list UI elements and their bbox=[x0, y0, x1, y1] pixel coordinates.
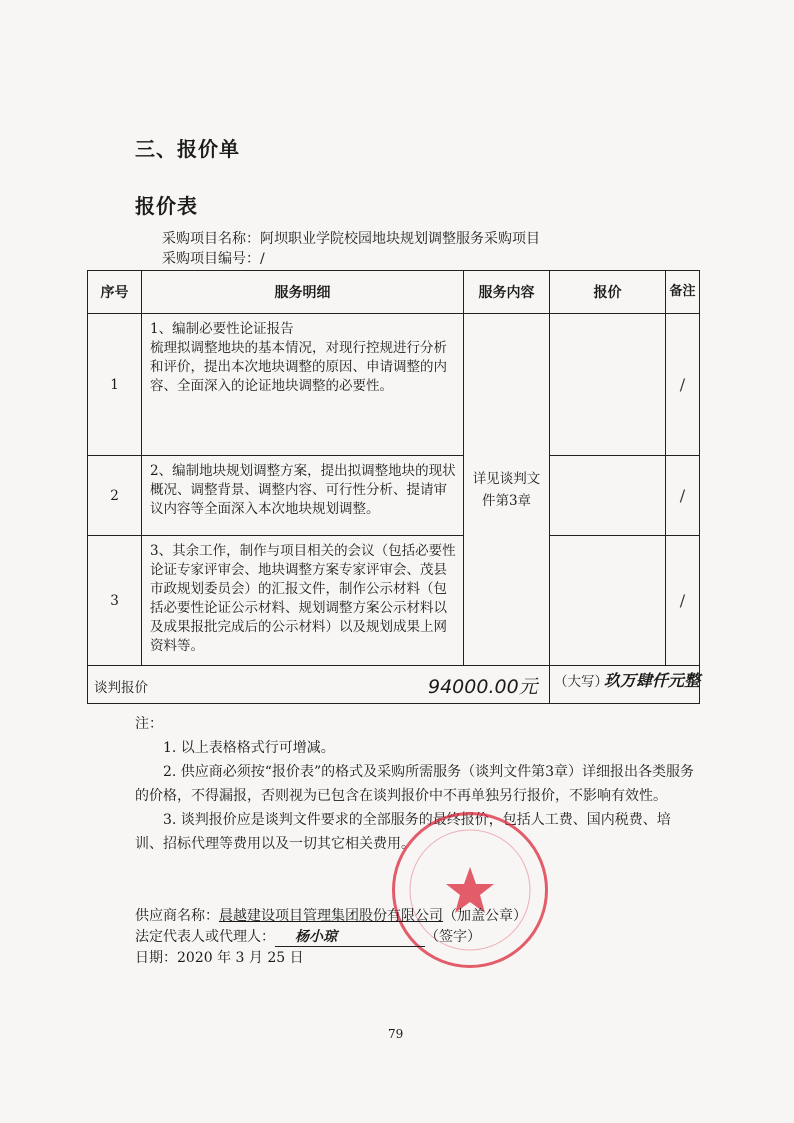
date-line bbox=[135, 947, 304, 967]
row-price bbox=[550, 314, 666, 456]
project-name-line bbox=[162, 228, 540, 248]
notes-title: 注： bbox=[135, 716, 163, 732]
project-no-label: 采购项目编号： bbox=[162, 251, 260, 267]
row-detail-body: 2、编制地块规划调整方案，提出拟调整地块的现状概况、调整背景、调整内容、可行性分析、提请审议内容等全面深入本次地块规划调整。 bbox=[142, 456, 464, 536]
rep-line bbox=[135, 926, 481, 947]
section-title: 三、报价单 bbox=[135, 137, 240, 161]
header-remark: 备注 bbox=[666, 271, 700, 314]
header-content: 服务内容 bbox=[464, 271, 550, 314]
project-no: / bbox=[260, 251, 265, 267]
supplier-line bbox=[135, 905, 527, 925]
row-no: 3 bbox=[88, 536, 142, 666]
row-no: 1 bbox=[88, 314, 142, 456]
supplier-name: 晨越建设项目管理集团股份有限公司 bbox=[219, 908, 443, 924]
row-detail-body: 梳理拟调整地块的基本情况，对现行控规进行分析和评价，提出本次地块调整的原因、申请调整的内容、全面深入的论证地块调整的必要性。 bbox=[150, 340, 447, 394]
project-name: 阿坝职业学院校园地块规划调整服务采购项目 bbox=[260, 231, 540, 247]
project-name-label: 采购项目名称： bbox=[162, 231, 260, 247]
total-handwritten: 94000.00元 bbox=[428, 676, 538, 698]
row-price bbox=[550, 456, 666, 536]
supplier-suffix: （加盖公章） bbox=[443, 908, 527, 924]
rep-label: 法定代表人或代理人： bbox=[135, 929, 275, 945]
total-row bbox=[88, 666, 700, 704]
header-detail: 服务明细 bbox=[142, 271, 464, 314]
page-number: 79 bbox=[388, 1027, 404, 1041]
row-no: 2 bbox=[88, 456, 142, 536]
table-row bbox=[88, 536, 700, 666]
total-upper-handwritten: 玖万肆仟元整 bbox=[604, 671, 701, 690]
rep-signature: 杨小琼 bbox=[275, 926, 425, 947]
row-detail bbox=[142, 314, 464, 456]
total-upper-cell bbox=[550, 666, 700, 704]
date-value: 2020 年 3 月 25 日 bbox=[177, 950, 304, 966]
total-label: 谈判报价 bbox=[94, 680, 148, 696]
row-detail-title: 1、编制必要性论证报告 bbox=[150, 321, 294, 337]
row-remark: / bbox=[666, 314, 700, 456]
table-row bbox=[88, 314, 700, 456]
note-item: 3. 谈判报价应是谈判文件要求的全部服务的最终报价，包括人工费、国内税费、培训、招标代理等费用以及一切其它相关费用。 bbox=[135, 812, 671, 852]
header-price: 报价 bbox=[550, 271, 666, 314]
service-content-cell: 详见谈判文件第3章 bbox=[464, 314, 550, 666]
rep-suffix: （签字） bbox=[425, 929, 481, 945]
note-item: 1. 以上表格格式行可增减。 bbox=[163, 740, 335, 756]
table-row bbox=[88, 456, 700, 536]
table-title: 报价表 bbox=[135, 194, 198, 218]
row-price bbox=[550, 536, 666, 666]
quote-table bbox=[87, 270, 700, 704]
row-remark: / bbox=[666, 456, 700, 536]
project-no-line bbox=[162, 248, 265, 268]
total-upper-label: （大写） bbox=[554, 674, 608, 690]
row-remark: / bbox=[666, 536, 700, 666]
total-cell bbox=[88, 666, 550, 704]
supplier-label: 供应商名称： bbox=[135, 908, 219, 924]
row-detail-body: 3、其余工作，制作与项目相关的会议（包括必要性论证专家评审会、地块调整方案专家评审会、茂县市政规划委员会）的汇报文件，制作公示材料（包括必要性论证公示材料、规划调整方案公示材料以及成果报批完成后的公示材料）以及规划成果上网资料等。 bbox=[142, 536, 464, 666]
header-no: 序号 bbox=[88, 271, 142, 314]
table-header-row bbox=[88, 271, 700, 314]
note-item: 2. 供应商必须按“报价表”的格式及采购所需服务（谈判文件第3章）详细报出各类服务的价格，不得漏报，否则视为已包含在谈判报价中不再单独另行报价，不影响有效性。 bbox=[135, 764, 695, 804]
date-label: 日期： bbox=[135, 950, 177, 966]
